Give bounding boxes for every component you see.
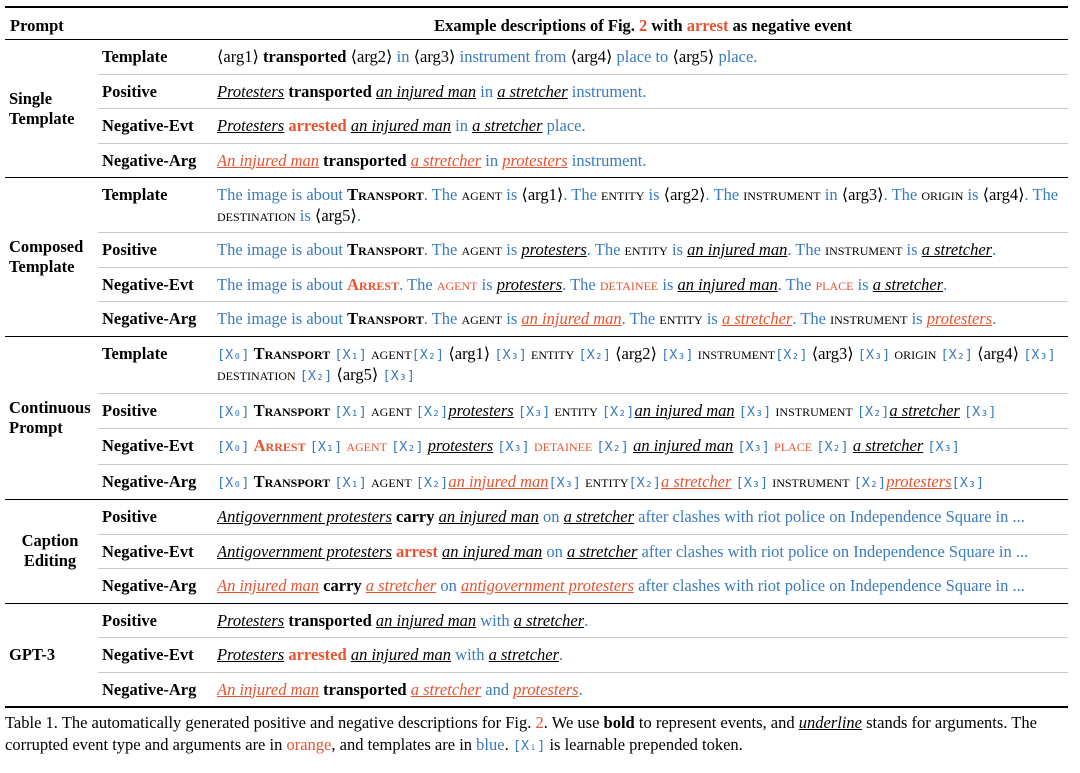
text-segment: Antigovernment protesters xyxy=(217,541,392,561)
table-row xyxy=(98,108,1068,143)
text-segment: is learnable prepended token. xyxy=(545,735,743,754)
text-segment: ⟨arg3⟩ xyxy=(807,343,858,363)
text-segment: protesters xyxy=(886,471,952,491)
text-segment: . The xyxy=(399,274,437,294)
row-description xyxy=(217,233,1068,267)
text-segment: [X₁] xyxy=(334,403,367,420)
table-row xyxy=(98,464,1068,500)
text-segment: Arrest xyxy=(347,274,400,294)
text-segment: Protesters xyxy=(217,81,285,101)
text-segment: a stretcher xyxy=(365,576,437,595)
text-segment: protesters xyxy=(496,274,563,294)
text-segment: . The xyxy=(621,309,660,328)
row-label: Negative-Arg xyxy=(102,471,197,491)
text-segment: protesters xyxy=(521,240,587,259)
text-segment: bold xyxy=(603,713,635,732)
text-segment: ⟨arg5⟩ xyxy=(314,205,357,225)
text-segment: an injured man xyxy=(375,610,477,630)
text-segment: is xyxy=(853,274,873,294)
row-label: Template xyxy=(102,185,168,204)
text-segment: Protesters xyxy=(217,645,285,664)
text-segment: . The xyxy=(777,274,816,294)
row-label: Negative-Evt xyxy=(102,645,194,664)
row-description xyxy=(217,429,1068,464)
text-segment: instrument xyxy=(830,309,908,328)
table-row xyxy=(98,178,1068,232)
text-segment: Transport xyxy=(347,240,424,259)
text-segment: ⟨arg2⟩ xyxy=(663,185,706,204)
text-segment: agent xyxy=(436,274,478,294)
text-segment: 2 xyxy=(535,713,544,732)
text-segment: entity xyxy=(624,240,668,259)
text-segment: is xyxy=(963,185,983,204)
text-segment: . The xyxy=(787,240,826,259)
text-segment: [X₃] xyxy=(497,439,530,455)
text-segment: . xyxy=(992,309,997,328)
text-segment: [X₂] xyxy=(940,346,974,363)
table-body xyxy=(5,40,1068,706)
text-segment: An injured man xyxy=(217,679,320,699)
text-segment: [X₁] xyxy=(334,346,367,363)
text-segment: detainee xyxy=(533,436,593,455)
text-segment: an injured man xyxy=(634,400,735,420)
section-label: Continuous Prompt xyxy=(9,397,91,437)
row-description xyxy=(217,75,1068,109)
section-caption-editing xyxy=(5,500,1068,604)
text-segment: [X₃] xyxy=(1023,346,1056,363)
text-segment: . xyxy=(504,735,513,754)
text-segment: [X₀] xyxy=(217,403,250,420)
text-segment: [X₂] xyxy=(853,474,887,491)
text-segment: An injured man xyxy=(217,150,320,170)
text-segment: , and templates are in xyxy=(331,735,477,754)
text-segment: underline xyxy=(798,713,863,732)
text-segment: [X₃] xyxy=(927,439,960,455)
row-label: Negative-Evt xyxy=(102,541,194,561)
text-segment: Antigovernment protesters xyxy=(217,507,392,526)
text-segment: entity xyxy=(554,400,598,420)
table-row xyxy=(98,534,1068,569)
text-segment: Example descriptions of Fig. xyxy=(434,16,640,35)
row-description xyxy=(217,500,1068,534)
text-segment: The image is about xyxy=(217,240,348,259)
table-row xyxy=(98,393,1068,429)
header-prompt: Prompt xyxy=(10,16,64,35)
text-segment: is xyxy=(702,309,722,328)
text-segment: ⟨arg1⟩ xyxy=(521,185,564,204)
text-segment: in xyxy=(820,185,842,204)
text-segment: . The xyxy=(563,185,602,204)
text-segment: arrest xyxy=(686,16,729,35)
table-header xyxy=(5,8,1068,40)
row-description xyxy=(217,268,1068,302)
row-description xyxy=(217,569,1068,603)
text-segment: instrument xyxy=(743,185,821,204)
text-segment: . xyxy=(356,205,361,225)
text-segment: instrument. xyxy=(567,81,647,101)
text-segment: [X₂] xyxy=(578,346,611,363)
text-segment: is xyxy=(295,205,315,225)
text-segment: [X₃] xyxy=(661,346,694,363)
text-segment: [X₀] xyxy=(217,439,250,455)
text-segment: is xyxy=(907,309,927,328)
row-description xyxy=(217,394,1068,429)
text-segment: agent xyxy=(371,471,412,491)
table-row xyxy=(98,267,1068,302)
section-label: Caption Editing xyxy=(21,531,79,571)
text-segment: in xyxy=(396,47,410,66)
text-segment: [X₀] xyxy=(217,346,250,363)
text-segment: An injured man xyxy=(217,576,320,595)
text-segment: and xyxy=(481,679,514,699)
text-segment: protesters xyxy=(427,436,494,455)
text-segment: ⟨arg2⟩ xyxy=(610,343,662,363)
text-segment: instrument xyxy=(775,400,853,420)
text-segment: a stretcher xyxy=(852,436,924,455)
text-segment: is xyxy=(502,240,522,259)
row-label: Template xyxy=(102,47,168,66)
text-segment: place xyxy=(774,436,813,455)
text-segment: an injured man xyxy=(633,436,734,455)
text-segment: entity xyxy=(585,471,629,491)
text-segment: after clashes with riot police on Independence Square in ... xyxy=(634,507,1025,526)
text-segment: ⟨arg4⟩ xyxy=(973,343,1024,363)
row-label: Negative-Arg xyxy=(102,150,197,170)
row-label: Positive xyxy=(102,81,157,101)
text-segment: is xyxy=(477,274,497,294)
text-segment: instrument from xyxy=(459,47,567,66)
text-segment: protesters xyxy=(502,150,568,170)
text-segment: agent xyxy=(371,400,412,420)
text-segment: arrest xyxy=(396,541,438,561)
table-caption xyxy=(5,712,1073,757)
text-segment: in xyxy=(451,116,473,135)
text-segment: an injured man xyxy=(350,116,452,135)
text-segment: ⟨arg1⟩ xyxy=(217,47,264,66)
text-segment: carry xyxy=(323,576,362,595)
table-row xyxy=(98,143,1068,178)
text-segment: a stretcher xyxy=(566,541,638,561)
row-label: Template xyxy=(102,343,168,363)
row-description xyxy=(217,604,1068,638)
text-segment: [X₂] xyxy=(415,474,449,491)
text-segment: . The xyxy=(586,240,625,259)
section-composed-template xyxy=(5,178,1068,337)
text-segment: instrument xyxy=(697,343,776,363)
row-description xyxy=(217,465,1068,500)
table-row xyxy=(98,428,1068,464)
row-description xyxy=(217,178,1068,232)
text-segment: place to xyxy=(616,47,669,66)
text-segment: Arrest xyxy=(253,436,306,455)
text-segment: . The xyxy=(423,185,462,204)
text-segment: Transport xyxy=(347,309,424,328)
text-segment: The image is about xyxy=(217,274,348,294)
text-segment: instrument xyxy=(825,240,903,259)
text-segment: . The xyxy=(1024,185,1059,204)
text-segment: is xyxy=(644,185,664,204)
text-segment: [X₃] xyxy=(951,474,985,491)
text-segment: an injured man xyxy=(375,81,477,101)
text-segment: transported xyxy=(288,81,372,101)
table-row xyxy=(98,672,1068,707)
text-segment: origin xyxy=(894,343,937,363)
row-label: Negative-Evt xyxy=(102,116,194,135)
text-segment: a stretcher xyxy=(721,309,793,328)
row-label: Negative-Arg xyxy=(102,679,197,699)
text-segment: [X₁] xyxy=(309,439,343,455)
text-segment: ⟨arg5⟩ xyxy=(668,47,719,66)
text-segment: with xyxy=(451,645,489,664)
text-segment: . The xyxy=(792,309,831,328)
text-segment: an injured man xyxy=(442,541,543,561)
text-segment: stands for arguments. The corrupted event type and arguments are in xyxy=(5,713,1037,754)
text-segment: agent xyxy=(346,436,388,455)
table-row xyxy=(98,40,1068,74)
text-segment: destination xyxy=(217,205,296,225)
row-label: Negative-Evt xyxy=(102,436,194,455)
text-segment: ⟨arg3⟩ xyxy=(409,47,460,66)
text-segment: [X₂] xyxy=(415,403,449,420)
row-description xyxy=(217,638,1068,672)
text-segment: [Xᵢ] xyxy=(512,738,546,754)
text-segment: ⟨arg3⟩ xyxy=(841,185,884,204)
text-segment: blue xyxy=(476,735,505,754)
text-segment: . The xyxy=(883,185,922,204)
table-row xyxy=(98,301,1068,336)
text-segment: . xyxy=(943,274,948,294)
text-segment: with xyxy=(476,610,514,630)
row-description xyxy=(217,535,1068,569)
text-segment: arrested xyxy=(288,645,347,664)
text-segment: [X₀] xyxy=(217,474,250,491)
text-segment: transported xyxy=(263,47,347,66)
text-segment: a stretcher xyxy=(563,507,635,526)
text-segment: an injured man xyxy=(521,309,622,328)
text-segment: [X₃] xyxy=(517,403,551,420)
table-row xyxy=(98,337,1068,393)
text-segment: protesters xyxy=(448,400,514,420)
table-row xyxy=(98,637,1068,672)
text-segment: as negative event xyxy=(728,16,852,35)
text-segment: . The xyxy=(562,274,600,294)
text-segment: 2 xyxy=(639,16,648,35)
row-description xyxy=(217,144,1068,178)
text-segment: . The xyxy=(423,309,462,328)
text-segment: transported xyxy=(323,679,407,699)
text-segment: Transport xyxy=(347,185,424,204)
table-row xyxy=(98,568,1068,603)
text-segment: on xyxy=(436,576,461,595)
text-segment: orange xyxy=(286,735,332,754)
text-segment: an injured man xyxy=(448,471,549,491)
text-segment: [X₂] xyxy=(601,403,635,420)
text-segment: with xyxy=(647,16,687,35)
table-row xyxy=(98,500,1068,534)
section-label: Composed Template xyxy=(9,236,84,276)
text-segment: destination xyxy=(217,365,296,384)
text-segment: agent xyxy=(461,309,503,328)
text-segment: [X₂] xyxy=(775,346,808,363)
text-segment: entity xyxy=(601,185,645,204)
text-segment: Protesters xyxy=(217,116,285,135)
section-continuous-prompt xyxy=(5,337,1068,501)
text-segment: [X₃] xyxy=(857,346,891,363)
text-segment: [X₃] xyxy=(382,368,415,384)
text-segment: The image is about xyxy=(217,185,348,204)
text-segment: in xyxy=(476,81,498,101)
text-segment: an injured man xyxy=(687,240,788,259)
text-segment: ⟨arg4⟩ xyxy=(982,185,1025,204)
text-segment: . The xyxy=(705,185,744,204)
text-segment: . xyxy=(992,240,997,259)
text-segment: transported xyxy=(288,610,372,630)
text-segment: entity xyxy=(530,343,575,363)
section-label: GPT-3 xyxy=(9,644,56,664)
row-label: Positive xyxy=(102,400,157,420)
section-label: Single Template xyxy=(9,88,75,128)
text-segment: agent xyxy=(461,240,503,259)
text-segment: [X₂] xyxy=(628,474,662,491)
text-segment: after clashes with riot police on Independence Square in ... xyxy=(634,576,1025,595)
text-segment: a stretcher xyxy=(661,471,732,491)
text-segment: [X₂] xyxy=(411,346,445,363)
text-segment: [X₃] xyxy=(963,403,997,420)
section-gpt-3 xyxy=(5,604,1068,707)
text-segment: transported xyxy=(323,150,407,170)
text-segment: The image is about xyxy=(217,309,348,328)
text-segment: agent xyxy=(371,343,412,363)
table-row xyxy=(98,232,1068,267)
text-segment: to represent events, and xyxy=(634,713,799,732)
text-segment: arrested xyxy=(288,116,347,135)
text-segment: [X₃] xyxy=(735,474,769,491)
text-segment: . xyxy=(584,610,589,630)
text-segment: antigovernment protesters xyxy=(460,576,635,595)
row-description xyxy=(217,109,1068,143)
text-segment: [X₂] xyxy=(391,439,424,455)
text-segment: ⟨arg1⟩ xyxy=(444,343,495,363)
table-row xyxy=(98,604,1068,638)
table-row xyxy=(98,74,1068,109)
text-segment: carry xyxy=(396,507,435,526)
text-segment: . The xyxy=(423,240,462,259)
text-segment: after clashes with riot police on Independence Square in ... xyxy=(637,541,1029,561)
text-segment: . We use xyxy=(543,713,604,732)
text-segment: a stretcher xyxy=(497,81,568,101)
text-segment: is xyxy=(902,240,922,259)
section-single-template xyxy=(5,40,1068,178)
text-segment: on xyxy=(538,507,564,526)
text-segment: place xyxy=(815,274,854,294)
text-segment: [X₂] xyxy=(596,439,629,455)
row-label: Positive xyxy=(102,240,157,259)
text-segment: ⟨arg5⟩ xyxy=(332,365,383,384)
row-description xyxy=(217,40,1068,74)
text-segment: a stretcher xyxy=(488,645,560,664)
text-segment: Transport xyxy=(253,471,331,491)
text-segment: protesters xyxy=(513,679,579,699)
row-description xyxy=(217,673,1068,707)
text-segment: [X₃] xyxy=(548,474,582,491)
text-segment: . xyxy=(559,645,564,664)
row-label: Negative-Arg xyxy=(102,576,197,595)
text-segment: is xyxy=(658,274,678,294)
text-segment: protesters xyxy=(926,309,993,328)
text-segment: [X₃] xyxy=(738,403,772,420)
text-segment: Protesters xyxy=(217,610,285,630)
text-segment: an injured man xyxy=(438,507,539,526)
text-segment: is xyxy=(667,240,688,259)
header-title xyxy=(218,16,1068,36)
text-segment: on xyxy=(542,541,567,561)
text-segment: in xyxy=(481,150,503,170)
text-segment: a stretcher xyxy=(410,679,482,699)
text-segment: place. xyxy=(718,47,758,66)
row-label: Positive xyxy=(102,610,157,630)
text-segment: detainee xyxy=(599,274,659,294)
text-segment: origin xyxy=(921,185,964,204)
text-segment: agent xyxy=(461,185,503,204)
text-segment: a stretcher xyxy=(872,274,944,294)
row-label: Negative-Arg xyxy=(102,309,197,328)
text-segment: a stretcher xyxy=(513,610,585,630)
text-segment: Table 1. The automatically generated positive and negative descriptions for Fig. xyxy=(5,713,536,732)
text-segment: a stretcher xyxy=(472,116,543,135)
text-segment: [X₂] xyxy=(299,368,333,384)
text-segment: ⟨arg2⟩ xyxy=(346,47,397,66)
row-description xyxy=(217,302,1068,336)
text-segment: instrument xyxy=(772,471,850,491)
text-segment: a stretcher xyxy=(410,150,482,170)
row-label: Positive xyxy=(102,507,157,526)
text-segment: an injured man xyxy=(677,274,778,294)
text-segment: instrument. xyxy=(567,150,647,170)
text-segment: ⟨arg4⟩ xyxy=(566,47,617,66)
text-segment: Transport xyxy=(253,343,331,363)
text-segment: an injured man xyxy=(350,645,452,664)
text-segment: a stretcher xyxy=(921,240,993,259)
text-segment: is xyxy=(502,309,522,328)
row-description xyxy=(217,337,1068,393)
text-segment: Transport xyxy=(253,400,331,420)
text-segment: [X₃] xyxy=(737,439,770,455)
results-table xyxy=(5,6,1068,708)
text-segment: [X₁] xyxy=(334,474,367,491)
text-segment: . xyxy=(578,679,583,699)
text-segment: entity xyxy=(659,309,703,328)
text-segment: [X₂] xyxy=(856,403,890,420)
row-label: Negative-Evt xyxy=(102,274,194,294)
text-segment: [X₃] xyxy=(494,346,527,363)
text-segment: [X₂] xyxy=(816,439,849,455)
text-segment: is xyxy=(502,185,522,204)
text-segment: place. xyxy=(542,116,586,135)
text-segment: a stretcher xyxy=(889,400,960,420)
